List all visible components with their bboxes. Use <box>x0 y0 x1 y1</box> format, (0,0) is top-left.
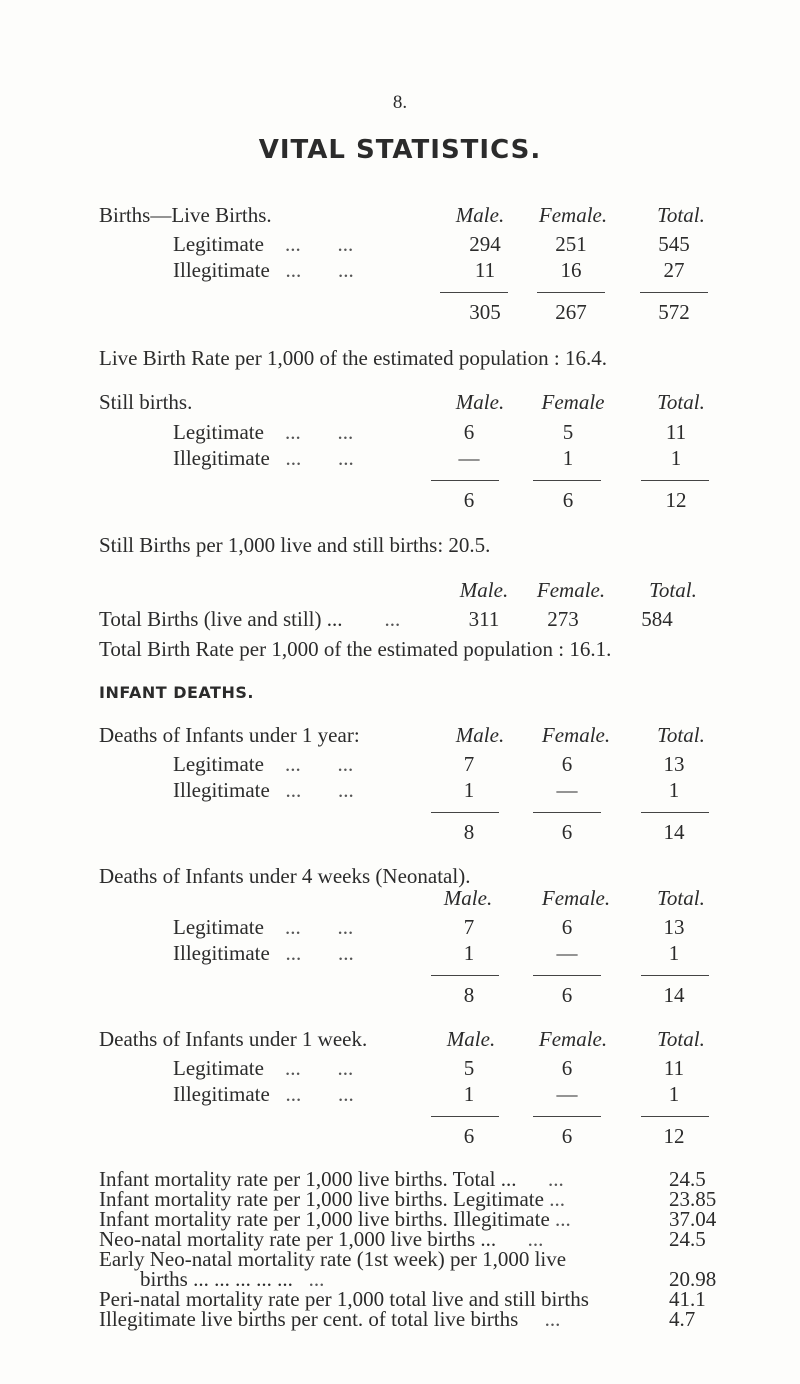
col-total-header: Total. <box>657 203 705 227</box>
row-label-legitimate: Legitimate ... ... <box>173 752 354 776</box>
cell-female: 16 <box>560 258 582 282</box>
cell-total: 13 <box>663 915 685 939</box>
rate-label: Early Neo-natal mortality rate (1st week) per 1,000 live <box>99 1247 567 1271</box>
col-female-header: Female. <box>541 723 611 747</box>
rate-label: Infant mortality rate per 1,000 live births. Legitimate ... <box>99 1187 565 1211</box>
divider <box>431 812 499 813</box>
rate-row <box>99 1169 719 1189</box>
section-heading: Deaths of Infants under 1 week. <box>99 1027 368 1051</box>
divider <box>641 1116 709 1117</box>
divider <box>640 292 708 293</box>
divider <box>440 292 508 293</box>
live-birth-rate: Live Birth Rate per 1,000 of the estimated population : 16.4. <box>99 346 607 370</box>
cell-male: 6 <box>463 420 475 444</box>
row-label-illegitimate: Illegitimate ... ... <box>173 778 354 802</box>
col-total-header: Total. <box>649 578 697 602</box>
col-male-header: Male. <box>455 203 505 227</box>
col-female-header: Female. <box>538 1027 608 1051</box>
total-female: 6 <box>561 983 573 1007</box>
total-female: 267 <box>555 300 587 324</box>
total-total: 572 <box>658 300 690 324</box>
col-total-header: Total. <box>657 886 705 910</box>
cell-male: 7 <box>463 752 475 776</box>
section-heading: Deaths of Infants under 4 weeks (Neonatal). <box>99 864 471 888</box>
col-male-header: Male. <box>446 1027 496 1051</box>
total-total: 12 <box>665 488 687 512</box>
row-label-illegitimate: Illegitimate ... ... <box>173 1082 354 1106</box>
cell-female: 5 <box>562 420 574 444</box>
col-female-header: Female. <box>538 203 608 227</box>
cell-male: 1 <box>463 941 475 965</box>
rate-row <box>99 1249 719 1269</box>
cell-total: 11 <box>663 1056 685 1080</box>
page-number: 8. <box>392 92 408 113</box>
cell-female: 6 <box>561 752 573 776</box>
rate-value: 37.04 <box>669 1207 717 1231</box>
rate-value <box>669 1249 719 1269</box>
cell-male: 5 <box>463 1056 475 1080</box>
total-total: 14 <box>663 983 685 1007</box>
rate-label: births ... ... ... ... ... ... <box>140 1267 325 1291</box>
divider <box>533 1116 601 1117</box>
row-label-illegitimate: Illegitimate ... ... <box>173 446 354 470</box>
row-label-legitimate: Legitimate ... ... <box>173 915 354 939</box>
cell-male: 1 <box>463 1082 475 1106</box>
cell-male: 311 <box>468 607 500 631</box>
infant-deaths-heading: INFANT DEATHS. <box>99 683 254 702</box>
divider <box>537 292 605 293</box>
total-male: 305 <box>469 300 501 324</box>
cell-total: 584 <box>641 607 673 631</box>
total-male: 6 <box>463 488 475 512</box>
cell-total: 1 <box>668 941 680 965</box>
total-female: 6 <box>561 1124 573 1148</box>
row-label-illegitimate: Illegitimate ... ... <box>173 941 354 965</box>
divider <box>431 480 499 481</box>
col-female-header: Female <box>541 390 605 414</box>
divider <box>641 812 709 813</box>
cell-total: 11 <box>665 420 687 444</box>
rate-row <box>99 1269 719 1289</box>
cell-female: — <box>556 1082 578 1106</box>
rate-row <box>99 1229 719 1249</box>
total-birth-rate: Total Birth Rate per 1,000 of the estimated population : 16.1. <box>99 637 612 661</box>
cell-male: 11 <box>474 258 496 282</box>
col-male-header: Male. <box>443 886 493 910</box>
divider <box>533 975 601 976</box>
rate-label: Infant mortality rate per 1,000 live births. Total ... ... <box>99 1167 564 1191</box>
row-label-legitimate: Legitimate ... ... <box>173 420 354 444</box>
cell-male: 294 <box>469 232 501 256</box>
rate-value: 24.5 <box>669 1227 706 1251</box>
cell-female: 6 <box>561 915 573 939</box>
col-total-header: Total. <box>657 723 705 747</box>
total-male: 6 <box>463 1124 475 1148</box>
rate-value: 24.5 <box>669 1167 706 1191</box>
divider <box>641 480 709 481</box>
still-birth-rate: Still Births per 1,000 live and still births: 20.5. <box>99 533 491 557</box>
rate-value: 4.7 <box>669 1307 696 1331</box>
cell-female: 273 <box>547 607 579 631</box>
col-female-header: Female. <box>541 886 611 910</box>
cell-total: 27 <box>663 258 685 282</box>
rate-label: Illegitimate live births per cent. of total live births ... <box>99 1307 561 1331</box>
total-male: 8 <box>463 820 475 844</box>
cell-female: 1 <box>562 446 574 470</box>
rate-row <box>99 1209 719 1229</box>
rate-row <box>99 1189 719 1209</box>
live-births-heading: Births—Live Births. <box>99 203 272 227</box>
cell-male: — <box>458 446 480 470</box>
divider <box>533 480 601 481</box>
rate-value: 23.85 <box>669 1187 717 1211</box>
divider <box>431 975 499 976</box>
row-label-legitimate: Legitimate ... ... <box>173 1056 354 1080</box>
col-male-header: Male. <box>455 390 505 414</box>
rate-label: Infant mortality rate per 1,000 live births. Illegitimate ... <box>99 1207 571 1231</box>
cell-total: 13 <box>663 752 685 776</box>
rate-row <box>99 1309 719 1329</box>
total-total: 12 <box>663 1124 685 1148</box>
col-male-header: Male. <box>459 578 509 602</box>
still-births-heading: Still births. <box>99 390 193 414</box>
total-male: 8 <box>463 983 475 1007</box>
col-total-header: Total. <box>657 390 705 414</box>
rate-value: 20.98 <box>669 1267 717 1291</box>
rate-value: 41.1 <box>669 1287 706 1311</box>
row-label-legitimate: Legitimate ... ... <box>173 232 354 256</box>
cell-total: 1 <box>670 446 682 470</box>
col-male-header: Male. <box>455 723 505 747</box>
total-female: 6 <box>562 488 574 512</box>
cell-female: — <box>556 778 578 802</box>
cell-total: 1 <box>668 1082 680 1106</box>
mortality-rates <box>99 1169 719 1329</box>
rate-label: Neo-natal mortality rate per 1,000 live births ... ... <box>99 1227 544 1251</box>
rate-label: Peri-natal mortality rate per 1,000 total live and still births <box>99 1287 589 1311</box>
cell-total: 545 <box>658 232 690 256</box>
rate-row <box>99 1289 719 1309</box>
page-title: VITAL STATISTICS. <box>258 135 542 165</box>
cell-total: 1 <box>668 778 680 802</box>
total-female: 6 <box>561 820 573 844</box>
divider <box>533 812 601 813</box>
cell-female: — <box>556 941 578 965</box>
cell-female: 6 <box>561 1056 573 1080</box>
total-total: 14 <box>663 820 685 844</box>
divider <box>431 1116 499 1117</box>
col-female-header: Female. <box>536 578 606 602</box>
cell-male: 7 <box>463 915 475 939</box>
section-heading: Deaths of Infants under 1 year: <box>99 723 360 747</box>
cell-female: 251 <box>555 232 587 256</box>
divider <box>641 975 709 976</box>
row-label-illegitimate: Illegitimate ... ... <box>173 258 354 282</box>
cell-male: 1 <box>463 778 475 802</box>
total-births-label: Total Births (live and still) ... ... <box>99 607 401 631</box>
col-total-header: Total. <box>657 1027 705 1051</box>
